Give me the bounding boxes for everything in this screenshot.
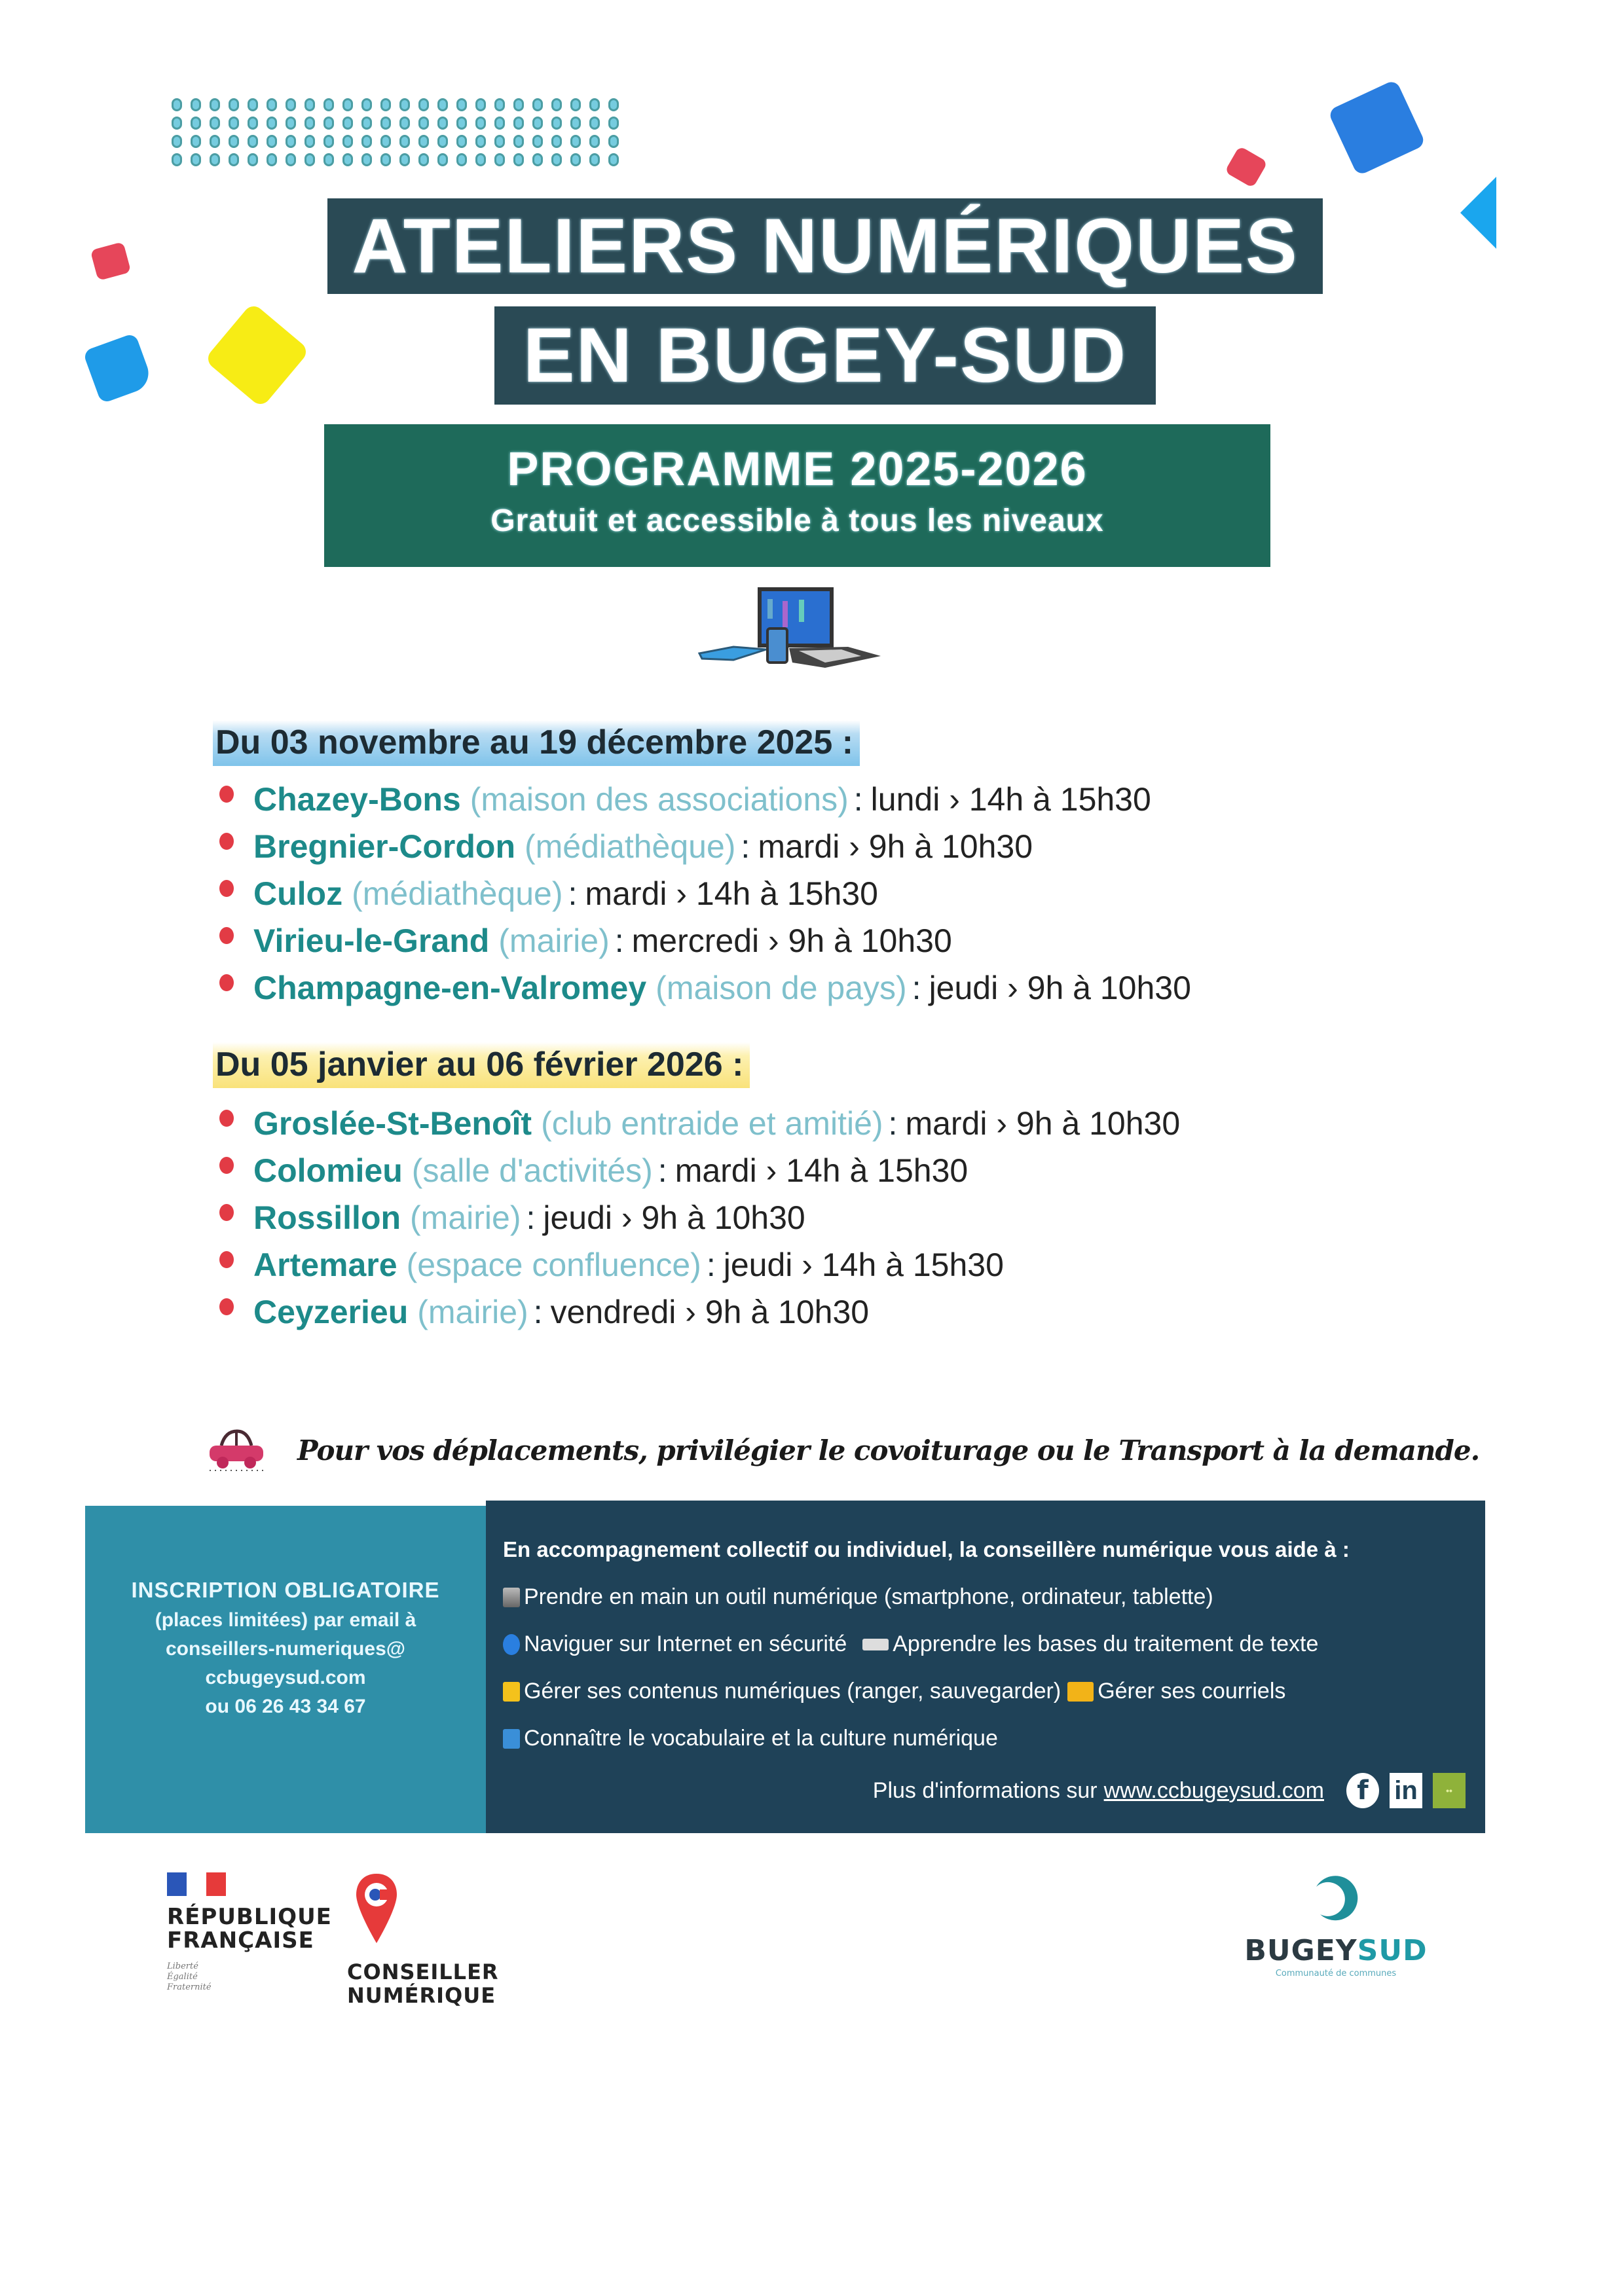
decor-dot-grid xyxy=(172,98,624,172)
facebook-icon[interactable]: f xyxy=(1346,1773,1379,1808)
decor-dot xyxy=(437,98,448,111)
bullet-pin-icon xyxy=(219,833,234,850)
decor-dot xyxy=(342,117,353,130)
program-banner xyxy=(324,424,1270,567)
decor-dot xyxy=(172,135,182,148)
venue: (salle d'activités) xyxy=(411,1152,653,1189)
day-time: jeudi › 14h à 15h30 xyxy=(723,1247,1004,1283)
schedule-item xyxy=(219,1100,1180,1147)
day-time: mardi › 9h à 10h30 xyxy=(758,828,1033,865)
decor-dot xyxy=(172,98,182,111)
cn-line-1: CONSEILLER xyxy=(347,1959,499,1984)
decor-dot xyxy=(475,153,486,166)
decor-dot xyxy=(589,117,600,130)
decor-dot xyxy=(418,98,429,111)
service-item xyxy=(503,1679,1285,1704)
decor-dot xyxy=(304,117,315,130)
decor-dot xyxy=(361,153,372,166)
decor-dot xyxy=(589,153,600,166)
decor-dot xyxy=(570,117,581,130)
decor-dot xyxy=(248,117,258,130)
bullet-pin-icon xyxy=(219,927,234,944)
grid-icon xyxy=(503,1729,520,1749)
registration-email-2[interactable]: ccbugeysud.com xyxy=(205,1667,366,1688)
decor-dot xyxy=(172,153,182,166)
decor-dot xyxy=(475,98,486,111)
venue: (mairie) xyxy=(410,1199,521,1236)
republique-francaise-logo xyxy=(167,1872,332,1993)
decor-dot xyxy=(513,98,524,111)
decor-dot xyxy=(399,135,410,148)
service-label: Apprendre les bases du traitement de texte xyxy=(893,1631,1319,1656)
decor-dot xyxy=(286,98,296,111)
decor-dot xyxy=(248,98,258,111)
service-label: Naviguer sur Internet en sécurité xyxy=(524,1631,847,1656)
decor-dot xyxy=(286,153,296,166)
venue: (mairie) xyxy=(417,1294,528,1330)
registration-email-1[interactable]: conseillers-numeriques@ xyxy=(165,1638,406,1660)
decor-dot xyxy=(570,153,581,166)
decor-dot xyxy=(532,98,543,111)
decor-red-square-right xyxy=(1225,146,1268,189)
service-item xyxy=(503,1726,998,1751)
decor-dot xyxy=(494,117,505,130)
decor-dot xyxy=(570,135,581,148)
mail-icon xyxy=(1067,1682,1094,1702)
rf-motto-1: Liberté xyxy=(167,1961,198,1971)
decor-dot xyxy=(475,135,486,148)
more-info xyxy=(873,1773,1466,1808)
bullet-pin-icon xyxy=(219,974,234,991)
venue: (médiathèque) xyxy=(352,875,563,912)
bullet-pin-icon xyxy=(219,1157,234,1174)
document-icon xyxy=(862,1639,889,1650)
decor-dot xyxy=(210,135,220,148)
bullet-pin-icon xyxy=(219,1251,234,1268)
decor-dot xyxy=(456,98,467,111)
schedule-item xyxy=(219,964,1191,1011)
decor-dot xyxy=(437,153,448,166)
decor-dot xyxy=(589,98,600,111)
decor-dot xyxy=(229,117,239,130)
decor-dot xyxy=(229,135,239,148)
decor-dot xyxy=(380,135,391,148)
decor-dot xyxy=(532,117,543,130)
day-time: mardi › 14h à 15h30 xyxy=(585,875,878,912)
decor-dot xyxy=(286,117,296,130)
website-link[interactable]: www.ccbugeysud.com xyxy=(1103,1777,1324,1803)
separator: : xyxy=(741,828,750,865)
schedule-list-1 xyxy=(219,776,1191,1011)
decor-dot xyxy=(361,117,372,130)
decor-cyan-triangle-right xyxy=(1460,177,1496,249)
decor-dot xyxy=(267,98,277,111)
decor-dot xyxy=(570,98,581,111)
separator: : xyxy=(533,1294,543,1330)
decor-blue-square-right xyxy=(1327,79,1426,176)
bs-tagline: Communauté de communes xyxy=(1275,1969,1397,1978)
decor-dot xyxy=(191,117,201,130)
decor-dot xyxy=(191,153,201,166)
globe-icon xyxy=(503,1634,520,1655)
decor-dot xyxy=(456,153,467,166)
registration-title: INSCRIPTION OBLIGATOIRE xyxy=(131,1578,440,1602)
service-item xyxy=(503,1584,1213,1610)
separator: : xyxy=(568,875,578,912)
decor-dot xyxy=(304,153,315,166)
separator: : xyxy=(853,781,863,818)
town-name: Groslée-St-Benoît xyxy=(253,1105,532,1142)
decor-dot xyxy=(437,117,448,130)
schedule-list-2 xyxy=(219,1100,1180,1336)
decor-dot xyxy=(229,153,239,166)
decor-dot xyxy=(532,153,543,166)
venue: (espace confluence) xyxy=(406,1247,701,1283)
bs-part-1: BUGEY xyxy=(1244,1934,1357,1967)
separator: : xyxy=(912,970,921,1006)
service-label: Prendre en main un outil numérique (smartphone, ordinateur, tablette) xyxy=(524,1584,1213,1609)
decor-dot xyxy=(494,153,505,166)
day-time: lundi › 14h à 15h30 xyxy=(870,781,1151,818)
town-name: Bregnier-Cordon xyxy=(253,828,515,865)
schedule-item xyxy=(219,823,1191,870)
decor-yellow-square xyxy=(204,302,310,408)
decor-dot xyxy=(191,135,201,148)
map-pin-icon xyxy=(354,1872,399,1944)
decor-dot xyxy=(399,98,410,111)
town-name: Ceyzerieu xyxy=(253,1294,409,1330)
swirl-icon xyxy=(1310,1872,1362,1925)
decor-dot xyxy=(551,98,562,111)
day-time: mardi › 14h à 15h30 xyxy=(674,1152,969,1189)
period-header-1: Du 03 novembre au 19 décembre 2025 : xyxy=(213,720,860,766)
schedule-item xyxy=(219,1288,1180,1336)
decor-dot xyxy=(494,98,505,111)
schedule-item xyxy=(219,1194,1180,1241)
decor-dot xyxy=(191,98,201,111)
day-time: jeudi › 9h à 10h30 xyxy=(929,970,1191,1006)
service-label: Connaître le vocabulaire et la culture numérique xyxy=(524,1726,998,1751)
decor-dot xyxy=(551,153,562,166)
app-icon[interactable]: •• xyxy=(1433,1773,1466,1808)
decor-dot xyxy=(380,98,391,111)
services-panel xyxy=(486,1501,1485,1833)
decor-dot xyxy=(399,153,410,166)
town-name: Chazey-Bons xyxy=(253,781,461,818)
decor-dot xyxy=(475,117,486,130)
day-time: vendredi › 9h à 10h30 xyxy=(550,1294,870,1330)
bullet-pin-icon xyxy=(219,1110,234,1127)
day-time: jeudi › 9h à 10h30 xyxy=(543,1199,805,1236)
title-line-1: ATELIERS NUMÉRIQUES xyxy=(327,198,1323,294)
decor-dot xyxy=(229,98,239,111)
venue: (club entraide et amitié) xyxy=(541,1105,883,1142)
town-name: Artemare xyxy=(253,1247,397,1283)
decor-dot xyxy=(608,135,619,148)
car-icon xyxy=(203,1427,268,1473)
decor-dot xyxy=(418,117,429,130)
decor-dot xyxy=(418,135,429,148)
decor-dot xyxy=(380,117,391,130)
decor-dot xyxy=(513,135,524,148)
decor-dot xyxy=(456,135,467,148)
town-name: Colomieu xyxy=(253,1152,403,1189)
bugeysud-logo xyxy=(1231,1872,1441,1978)
registration-line-1: (places limitées) par email à xyxy=(155,1609,416,1631)
decor-dot xyxy=(456,117,467,130)
service-label: Gérer ses courriels xyxy=(1098,1679,1286,1704)
decor-dot xyxy=(513,117,524,130)
venue: (maison des associations) xyxy=(470,781,849,818)
bs-part-2: SUD xyxy=(1357,1934,1428,1967)
schedule-item xyxy=(219,1241,1180,1288)
carpool-note xyxy=(203,1427,1479,1473)
separator: : xyxy=(888,1105,898,1142)
screen-icon xyxy=(503,1588,520,1607)
venue: (médiathèque) xyxy=(525,828,736,865)
decor-red-square-left xyxy=(90,242,132,281)
decor-dot xyxy=(210,117,220,130)
decor-dot xyxy=(323,117,334,130)
decor-blue-shape-left xyxy=(83,333,154,404)
decor-dot xyxy=(399,117,410,130)
decor-dot xyxy=(323,153,334,166)
venue: (mairie) xyxy=(498,922,610,959)
program-subtitle: Gratuit et accessible à tous les niveaux xyxy=(490,503,1104,538)
separator: : xyxy=(657,1152,667,1189)
decor-dot xyxy=(551,135,562,148)
rf-motto-3: Fraternité xyxy=(167,1982,212,1992)
bullet-pin-icon xyxy=(219,786,234,803)
rf-motto-2: Égalité xyxy=(167,1972,198,1982)
decor-dot xyxy=(304,98,315,111)
decor-dot xyxy=(342,98,353,111)
bullet-pin-icon xyxy=(219,1204,234,1221)
decor-dot xyxy=(248,135,258,148)
decor-dot xyxy=(380,153,391,166)
carpool-text: Pour vos déplacements, privilégier le covoiturage ou le Transport à la demande. xyxy=(297,1434,1480,1467)
decor-dot xyxy=(513,153,524,166)
decor-dot xyxy=(248,153,258,166)
devices-illustration-icon xyxy=(694,576,884,668)
linkedin-icon[interactable]: in xyxy=(1390,1773,1422,1808)
decor-dot xyxy=(551,117,562,130)
decor-dot xyxy=(437,135,448,148)
schedule-item xyxy=(219,1147,1180,1194)
day-time: mardi › 9h à 10h30 xyxy=(905,1105,1181,1142)
rf-line-1: RÉPUBLIQUE xyxy=(167,1904,332,1930)
town-name: Culoz xyxy=(253,875,343,912)
services-heading: En accompagnement collectif ou individuel, la conseillère numérique vous aide à : xyxy=(503,1537,1350,1561)
decor-dot xyxy=(589,135,600,148)
decor-dot xyxy=(608,98,619,111)
decor-dot xyxy=(532,135,543,148)
decor-dot xyxy=(361,98,372,111)
schedule-item xyxy=(219,870,1191,917)
decor-dot xyxy=(342,135,353,148)
town-name: Virieu-le-Grand xyxy=(253,922,490,959)
separator: : xyxy=(526,1199,536,1236)
rf-line-2: FRANÇAISE xyxy=(167,1927,314,1954)
bullet-pin-icon xyxy=(219,1298,234,1315)
decor-dot xyxy=(172,117,182,130)
program-title: PROGRAMME 2025-2026 xyxy=(507,443,1088,496)
decor-dot xyxy=(304,135,315,148)
decor-dot xyxy=(608,117,619,130)
venue: (maison de pays) xyxy=(655,970,907,1006)
decor-dot xyxy=(267,117,277,130)
bullet-pin-icon xyxy=(219,880,234,897)
decor-dot xyxy=(210,98,220,111)
separator: : xyxy=(706,1247,716,1283)
cn-line-2: NUMÉRIQUE xyxy=(347,1983,496,2008)
decor-dot xyxy=(418,153,429,166)
decor-dot xyxy=(323,135,334,148)
decor-dot xyxy=(323,98,334,111)
period-header-2: Du 05 janvier au 06 février 2026 : xyxy=(213,1042,750,1088)
registration-panel xyxy=(85,1506,486,1833)
schedule-item xyxy=(219,917,1191,964)
decor-dot xyxy=(286,135,296,148)
town-name: Rossillon xyxy=(253,1199,401,1236)
schedule-item xyxy=(219,776,1191,823)
more-info-prefix: Plus d'informations sur xyxy=(872,1777,1098,1803)
day-time: mercredi › 9h à 10h30 xyxy=(631,922,952,959)
french-flag-icon xyxy=(167,1872,226,1896)
decor-dot xyxy=(608,153,619,166)
registration-phone[interactable]: ou 06 26 43 34 67 xyxy=(205,1696,366,1717)
decor-dot xyxy=(494,135,505,148)
service-item xyxy=(503,1631,1318,1657)
folder-icon xyxy=(503,1682,520,1702)
decor-dot xyxy=(342,153,353,166)
decor-dot xyxy=(361,135,372,148)
town-name: Champagne-en-Valromey xyxy=(253,970,647,1006)
separator: : xyxy=(614,922,624,959)
title-line-2: EN BUGEY-SUD xyxy=(494,306,1156,405)
decor-dot xyxy=(267,135,277,148)
decor-dot xyxy=(267,153,277,166)
service-label: Gérer ses contenus numériques (ranger, sauvegarder) xyxy=(524,1679,1061,1704)
decor-dot xyxy=(210,153,220,166)
conseiller-numerique-logo xyxy=(347,1872,499,2007)
